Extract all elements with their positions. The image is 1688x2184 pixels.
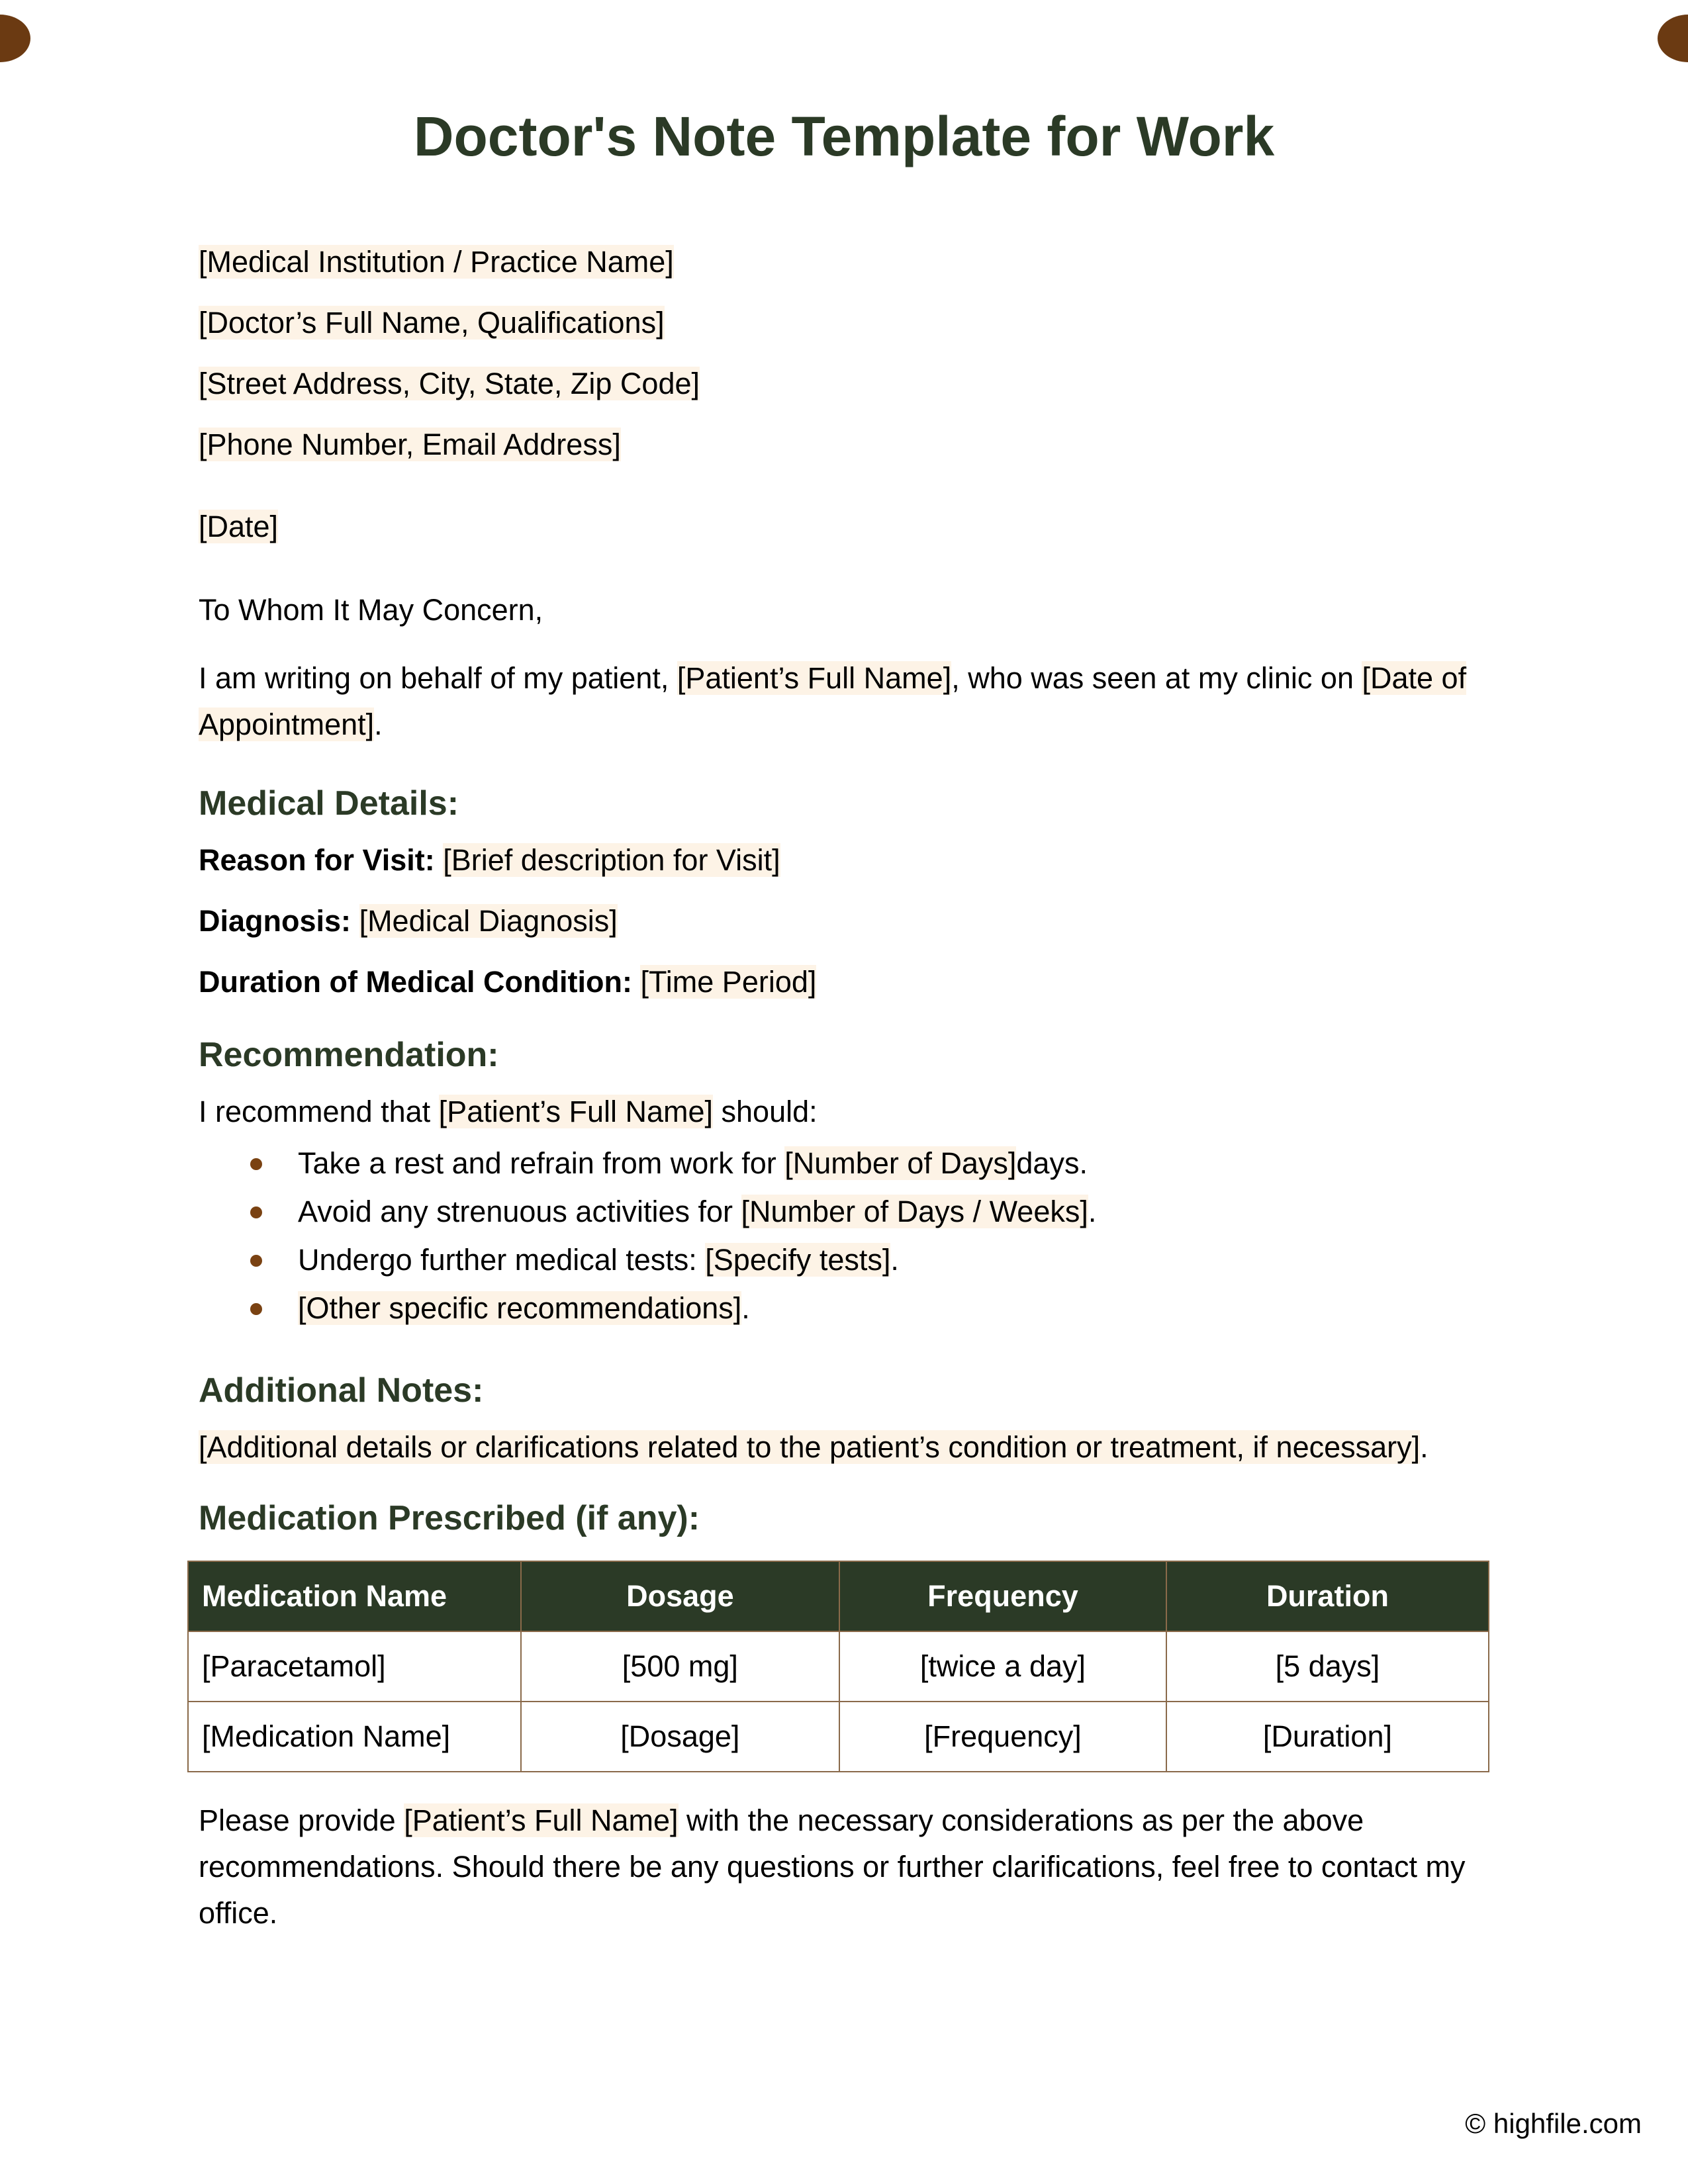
patient-name-placeholder: [Patient’s Full Name] bbox=[677, 661, 952, 695]
list-item: Avoid any strenuous activities for [Number of Days / Weeks]. bbox=[199, 1192, 1096, 1240]
column-header: Medication Name bbox=[188, 1561, 521, 1631]
page-title: Doctor's Note Template for Work bbox=[413, 105, 1275, 167]
bullet-icon bbox=[250, 1255, 262, 1267]
diagnosis: Diagnosis: [Medical Diagnosis] bbox=[199, 904, 618, 938]
street-address: [Street Address, City, State, Zip Code] bbox=[199, 367, 700, 400]
corner-decoration-left bbox=[0, 15, 30, 62]
bullet-icon bbox=[250, 1303, 262, 1315]
recommendation-heading: Recommendation: bbox=[199, 1036, 499, 1074]
table-cell: [Dosage] bbox=[521, 1702, 839, 1772]
intro-paragraph: I am writing on behalf of my patient, [Patient’s Full Name], who was seen at my clinic on [Date of Appointment]. bbox=[199, 661, 1467, 741]
bullet-icon bbox=[250, 1206, 262, 1218]
bullet-icon bbox=[250, 1158, 262, 1170]
table-row bbox=[188, 1631, 1489, 1702]
table-row bbox=[188, 1702, 1489, 1772]
footer-credit: © highfile.com bbox=[1465, 2108, 1642, 2139]
list-item: Take a rest and refrain from work for [Number of Days]days. bbox=[199, 1144, 1096, 1192]
note-date: [Date] bbox=[199, 510, 279, 543]
doctor-name: [Doctor’s Full Name, Qualifications] bbox=[199, 306, 665, 340]
table-cell: [twice a day] bbox=[839, 1631, 1166, 1702]
column-header: Duration bbox=[1166, 1561, 1489, 1631]
closing-paragraph: Please provide [Patient’s Full Name] with the necessary considerations as per the above recommendations. Should there be any questions or further clarifications, feel free to contact my office. bbox=[199, 1803, 1466, 1930]
corner-decoration-right bbox=[1658, 15, 1688, 62]
table-cell: [Medication Name] bbox=[188, 1702, 521, 1772]
list-item: Undergo further medical tests: [Specify tests]. bbox=[199, 1240, 1096, 1289]
list-item: [Other specific recommendations]. bbox=[199, 1289, 1096, 1337]
column-header: Frequency bbox=[839, 1561, 1166, 1631]
table-cell: [Frequency] bbox=[839, 1702, 1166, 1772]
appointment-date-placeholder: [Date of Appointment] bbox=[199, 661, 1467, 741]
condition-duration: Duration of Medical Condition: [Time Period] bbox=[199, 965, 817, 999]
institution-name: [Medical Institution / Practice Name] bbox=[199, 245, 674, 279]
reason-for-visit: Reason for Visit: [Brief description for Visit] bbox=[199, 843, 780, 877]
recommendation-list bbox=[199, 1144, 1096, 1337]
medication-table bbox=[187, 1561, 1489, 1772]
additional-notes-text: [Additional details or clarifications related to the patient’s condition or treatment, if necessary]. bbox=[199, 1430, 1429, 1464]
additional-notes-heading: Additional Notes: bbox=[199, 1371, 484, 1410]
table-cell: [500 mg] bbox=[521, 1631, 839, 1702]
medication-heading: Medication Prescribed (if any): bbox=[199, 1499, 700, 1537]
table-cell: [5 days] bbox=[1166, 1631, 1489, 1702]
medical-details-heading: Medical Details: bbox=[199, 784, 459, 823]
recommendation-intro: I recommend that [Patient’s Full Name] should: bbox=[199, 1095, 818, 1128]
contact-info: [Phone Number, Email Address] bbox=[199, 428, 621, 461]
table-cell: [Duration] bbox=[1166, 1702, 1489, 1772]
table-cell: [Paracetamol] bbox=[188, 1631, 521, 1702]
column-header: Dosage bbox=[521, 1561, 839, 1631]
table-header-row bbox=[188, 1561, 1489, 1631]
salutation: To Whom It May Concern, bbox=[199, 593, 543, 627]
